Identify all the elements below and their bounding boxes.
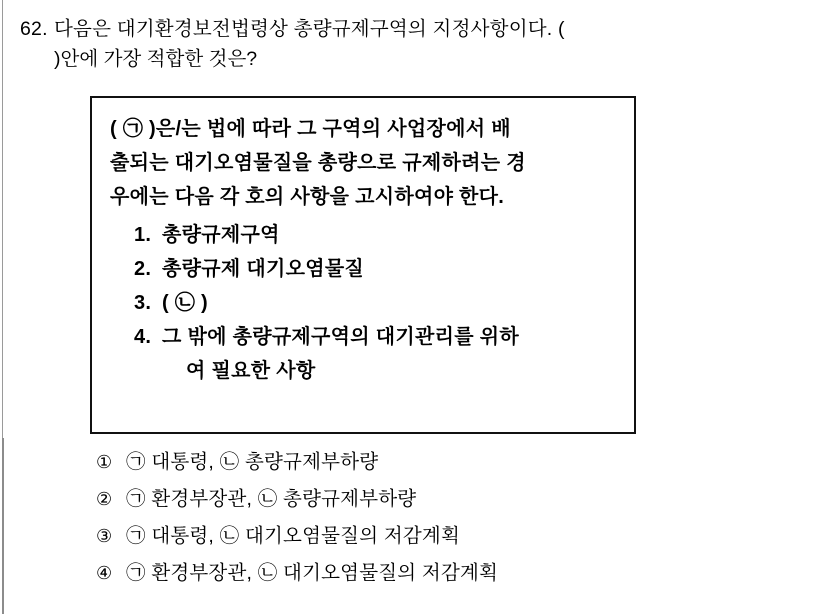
choice-text-1: ㉠ 대통령, ㉡ 총량규제부하량 [126,451,379,473]
excerpt-list-item-number: 4. [134,326,152,348]
answer-choice-1[interactable] [96,444,796,481]
excerpt-list-item [134,252,618,286]
choice-marker-4: ④ [96,563,113,583]
answer-choices [96,444,796,592]
excerpt-content [92,98,634,388]
excerpt-list-item-number: 3. [134,292,152,314]
excerpt-list-item-number: 2. [134,258,152,280]
excerpt-list-item-continuation: 여 필요한 사항 [186,360,316,382]
page-edge-rule-lower [2,438,4,614]
choice-marker-1: ① [96,452,113,472]
excerpt-paragraph-line-1: ( ㉠ )은/는 법에 따라 그 구역의 사업장에서 배 [110,118,511,140]
excerpt-list-item [134,320,618,354]
question-number: 62. [20,18,48,40]
answer-choice-3[interactable] [96,518,796,555]
choice-text-3: ㉠ 대통령, ㉡ 대기오염물질의 저감계획 [126,525,461,547]
excerpt-list-item-number: 1. [134,224,152,246]
question-heading [20,14,810,44]
excerpt-list-item [134,218,618,252]
answer-choice-4[interactable] [96,555,796,592]
excerpt-box [90,96,636,434]
question-stem-line2: )안에 가장 적합한 것은? [54,48,258,70]
question-block [20,14,810,74]
excerpt-list-item-text: 총량규제 대기오염물질 [162,258,365,280]
answer-choice-2[interactable] [96,481,796,518]
excerpt-paragraph-line-2: 출되는 대기오염물질을 총량으로 규제하려는 경 [110,152,526,174]
excerpt-list-item [134,286,618,320]
question-stem-line1: 다음은 대기환경보전법령상 총량규제구역의 지정사항이다. ( [54,18,565,40]
choice-text-4: ㉠ 환경부장관, ㉡ 대기오염물질의 저감계획 [126,562,499,584]
choice-text-2: ㉠ 환경부장관, ㉡ 총량규제부하량 [126,488,417,510]
excerpt-paragraph-line-3: 우에는 다음 각 호의 사항을 고시하여야 한다. [110,186,505,208]
excerpt-list-item-text: ( ㉡ ) [162,292,208,314]
excerpt-list-item-text: 그 밖에 총량규제구역의 대기관리를 위하 [162,326,519,348]
choice-marker-2: ② [96,489,113,509]
excerpt-list [110,218,618,388]
choice-marker-3: ③ [96,526,113,546]
excerpt-list-item-text: 총량규제구역 [162,224,280,246]
